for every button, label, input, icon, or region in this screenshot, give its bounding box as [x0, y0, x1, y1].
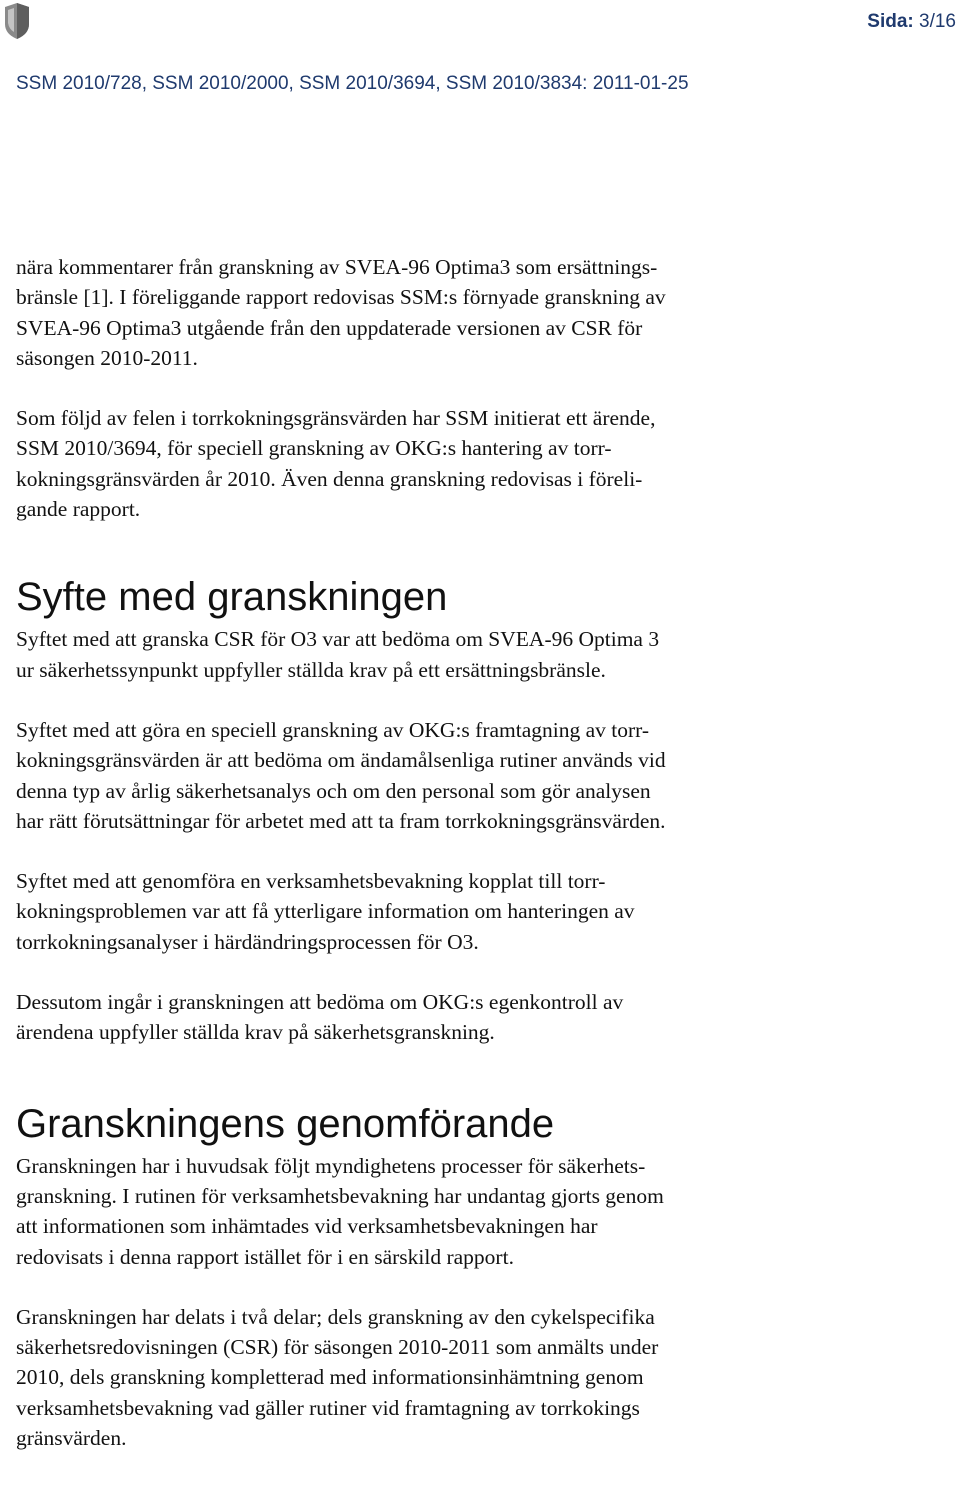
text-line: Granskningen har delats i två delar; dels granskning av den cykelspecifika [16, 1304, 655, 1329]
paragraph [16, 252, 956, 373]
text-line: SVEA-96 Optima3 utgående från den uppdaterade versionen av CSR för [16, 315, 643, 340]
paragraph [16, 624, 956, 685]
text-line: 2010, dels granskning kompletterad med informationsinhämtning genom [16, 1365, 644, 1390]
paragraph [16, 866, 956, 957]
shield-logo-icon [4, 2, 30, 40]
text-line: att informationen som inhämtades vid verksamhetsbevakningen har [16, 1214, 598, 1239]
text-line: Dessutom ingår i granskningen att bedöma om OKG:s egenkontroll av [16, 990, 624, 1015]
text-line: kokningsgränsvärden år 2010. Även denna granskning redovisas i föreli- [16, 466, 643, 491]
paragraph [16, 403, 956, 524]
text-line: kokningsgränsvärden är att bedöma om ändamålsenliga rutiner används vid [16, 748, 666, 773]
paragraph [16, 715, 956, 836]
text-line: granskning. I rutinen för verksamhetsbevakning har undantag gjorts genom [16, 1183, 664, 1208]
document-body [16, 252, 956, 1483]
text-line: verksamhetsbevakning vad gäller rutiner vid framtagning av torrkokings [16, 1395, 640, 1420]
text-line: ur säkerhetssynpunkt uppfyller ställda krav på ett ersättningsbränsle. [16, 657, 606, 682]
section-heading-syfte: Syfte med granskningen [16, 575, 448, 620]
text-line: gränsvärden. [16, 1426, 127, 1451]
text-line: säkerhetsredovisningen (CSR) för säsongen 2010-2011 som anmälts under [16, 1335, 659, 1360]
text-line: Som följd av felen i torrkokningsgränsvärden har SSM initierat ett ärende, [16, 406, 656, 431]
text-line: har rätt förutsättningar för arbetet med att ta fram torrkokningsgränsvärden. [16, 808, 666, 833]
page-number-value: 3/16 [919, 11, 956, 32]
text-line: SSM 2010/3694, för speciell granskning av OKG:s hantering av torr- [16, 436, 612, 461]
text-line: redovisats i denna rapport istället för i en särskild rapport. [16, 1244, 514, 1269]
text-line: Syftet med att göra en speciell granskning av OKG:s framtagning av torr- [16, 717, 650, 742]
text-line: nära kommentarer från granskning av SVEA-96 Optima3 som ersättnings- [16, 255, 658, 279]
text-line: bränsle [1]. I föreliggande rapport redovisas SSM:s förnyade granskning av [16, 285, 666, 310]
document-reference: SSM 2010/728, SSM 2010/2000, SSM 2010/3694, SSM 2010/3834: 2011-01-25 [16, 73, 689, 94]
text-line: Syftet med att granska CSR för O3 var att bedöma om SVEA-96 Optima 3 [16, 627, 660, 652]
text-line: kokningsproblemen var att få ytterligare information om hanteringen av [16, 899, 635, 924]
page-label: Sida: [867, 11, 914, 32]
page-number [867, 11, 956, 33]
text-line: gande rapport. [16, 497, 141, 522]
section-heading-genomforande: Granskningens genomförande [16, 1101, 555, 1146]
text-line: Granskningen har i huvudsak följt myndighetens processer för säkerhets- [16, 1153, 646, 1178]
text-line: säsongen 2010-2011. [16, 345, 198, 370]
text-line: denna typ av årlig säkerhetsanalys och om den personal som gör analysen [16, 778, 651, 803]
paragraph [16, 1151, 956, 1272]
paragraph [16, 987, 956, 1048]
text-line: ärendena uppfyller ställda krav på säkerhetsgranskning. [16, 1020, 495, 1045]
text-line: Syftet med att genomföra en verksamhetsbevakning kopplat till torr- [16, 869, 606, 894]
paragraph [16, 1302, 956, 1453]
text-line: torrkokningsanalyser i härdändringsprocessen för O3. [16, 929, 479, 954]
